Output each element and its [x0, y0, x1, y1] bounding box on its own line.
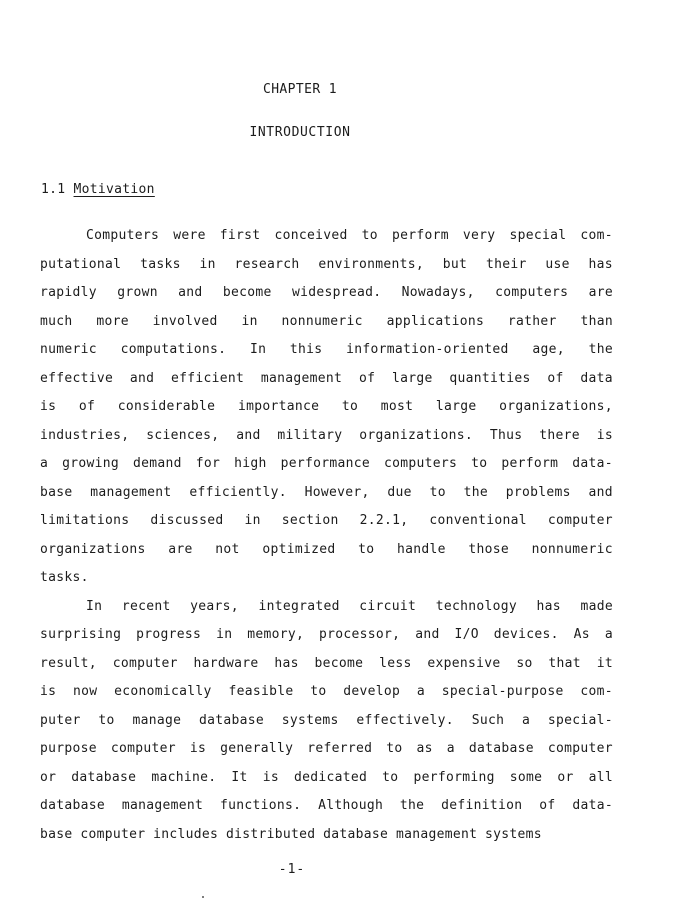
- word: efficient: [171, 370, 245, 386]
- scan-speck: [202, 896, 204, 898]
- word: organizations: [40, 541, 146, 557]
- word: a: [521, 712, 531, 728]
- word: for: [195, 456, 221, 471]
- word: database: [323, 826, 389, 842]
- word: first: [219, 228, 261, 243]
- word: limitations: [40, 513, 130, 528]
- word: definition: [441, 798, 523, 813]
- word: database: [40, 798, 106, 813]
- word: data: [580, 370, 613, 386]
- word: management: [395, 826, 478, 842]
- word: of: [358, 370, 376, 386]
- word: a: [446, 741, 455, 756]
- word: rapidly: [40, 285, 97, 300]
- word: or: [40, 769, 57, 785]
- word: computer: [110, 741, 176, 756]
- word: less: [379, 655, 412, 671]
- word: all: [588, 769, 613, 785]
- text-line: [40, 308, 613, 337]
- paragraph: [40, 222, 613, 593]
- word: computer: [112, 655, 178, 671]
- word: base: [40, 826, 73, 842]
- word: of: [78, 399, 96, 414]
- word: devices.: [493, 627, 559, 642]
- word: organizations.: [359, 427, 474, 443]
- word: made: [580, 598, 613, 614]
- word: machine.: [151, 769, 217, 785]
- word: to: [358, 541, 375, 557]
- word: of: [547, 370, 564, 386]
- word: and: [236, 427, 261, 443]
- word: performing: [413, 769, 495, 785]
- chapter-heading: CHAPTER 1: [262, 82, 338, 97]
- word: large: [435, 399, 477, 414]
- word: involved: [152, 313, 218, 329]
- text-line: [40, 593, 613, 622]
- word: database: [71, 769, 137, 785]
- word: a: [40, 456, 49, 471]
- text-line: [40, 735, 613, 764]
- text-line: [40, 251, 613, 280]
- word: quantities: [449, 370, 531, 386]
- word: to: [98, 712, 115, 728]
- word: tasks: [140, 256, 181, 272]
- word: this: [289, 342, 323, 357]
- word: recent: [121, 598, 171, 614]
- word: applications: [386, 313, 485, 329]
- word: computers: [495, 285, 569, 300]
- text-line: [40, 279, 613, 308]
- word: nonnumeric: [531, 541, 613, 557]
- word: considerable: [117, 399, 216, 414]
- word: in: [216, 627, 233, 642]
- word: purpose: [40, 741, 97, 756]
- word: Such: [471, 712, 505, 728]
- word: manage: [132, 712, 182, 728]
- word: the: [588, 342, 613, 357]
- word: However,: [304, 484, 370, 500]
- word: management: [90, 484, 172, 500]
- word: so: [516, 655, 533, 671]
- word: to: [361, 228, 378, 243]
- word: As: [573, 627, 590, 642]
- text-line: [40, 536, 613, 565]
- word: in: [244, 513, 261, 528]
- word: dedicated: [293, 769, 368, 785]
- word: integrated: [258, 598, 340, 614]
- word: are: [588, 285, 613, 300]
- word: a: [416, 684, 425, 699]
- word: military: [277, 427, 343, 443]
- word: due: [387, 484, 412, 500]
- text-line: [40, 792, 613, 821]
- text-line: [40, 365, 613, 394]
- word: the: [463, 484, 488, 500]
- word: their: [485, 256, 527, 272]
- word: discussed: [150, 513, 224, 528]
- word: com-: [580, 228, 613, 243]
- word: information-oriented: [346, 342, 509, 357]
- word: use: [545, 256, 570, 272]
- word: as: [416, 741, 433, 756]
- word: very: [462, 228, 496, 243]
- word: demand: [133, 456, 182, 471]
- word: effective: [40, 370, 114, 386]
- word: numeric: [40, 342, 97, 357]
- word: research: [234, 256, 300, 272]
- word: functions.: [219, 798, 302, 813]
- word: nonnumeric: [281, 313, 363, 329]
- word: In: [86, 598, 103, 614]
- word: that: [548, 655, 581, 671]
- word: computer: [80, 826, 146, 842]
- word: base: [40, 484, 73, 500]
- word: special-purpose: [441, 684, 564, 699]
- word: in: [199, 256, 216, 272]
- word: database: [198, 712, 264, 728]
- word: economically: [114, 684, 212, 699]
- word: technology: [435, 598, 517, 614]
- text-line: [40, 222, 613, 251]
- word: special-: [547, 712, 613, 728]
- word: processor,: [319, 627, 401, 642]
- word: memory,: [247, 627, 305, 642]
- word: feasible: [228, 684, 294, 699]
- word: I/O: [454, 627, 479, 642]
- word: become: [314, 655, 364, 671]
- word: is: [189, 741, 207, 756]
- word: rather: [507, 313, 557, 329]
- text-line: [40, 393, 613, 422]
- word: generally: [220, 741, 294, 756]
- text-line: [40, 621, 613, 650]
- word: Thus: [489, 427, 523, 443]
- text-line: [40, 821, 613, 850]
- word: or: [557, 769, 574, 785]
- word: Nowadays,: [401, 285, 475, 300]
- text-line: [40, 422, 613, 451]
- word: hardware: [193, 655, 259, 671]
- word: data-: [572, 456, 613, 471]
- word: but: [442, 256, 468, 272]
- word: and: [129, 370, 155, 386]
- word: includes: [153, 826, 219, 842]
- word: importance: [237, 399, 320, 414]
- word: management: [260, 370, 343, 386]
- word: computer: [547, 741, 613, 756]
- text-line: [40, 650, 613, 679]
- word: to: [429, 484, 446, 500]
- word: now: [73, 684, 98, 699]
- word: perform: [391, 228, 449, 243]
- chapter-title: INTRODUCTION: [249, 125, 351, 140]
- word: putational: [40, 256, 122, 272]
- word: has: [536, 598, 561, 614]
- word: tasks.: [40, 570, 89, 585]
- text-line: [40, 336, 613, 365]
- section-title: Motivation: [73, 182, 155, 197]
- word: computers: [384, 456, 458, 471]
- word: some: [509, 769, 543, 785]
- word: those: [468, 541, 509, 557]
- word: computer: [547, 513, 613, 528]
- word: efficiently.: [189, 484, 287, 500]
- word: is: [596, 427, 613, 443]
- text-line: [40, 564, 613, 593]
- word: Computers: [86, 228, 160, 243]
- word: expensive: [427, 655, 501, 671]
- page-number: -1-: [278, 862, 306, 877]
- word: management: [121, 798, 204, 813]
- word: systems: [485, 826, 542, 842]
- word: high: [234, 456, 267, 471]
- text-line: [40, 507, 613, 536]
- word: growing: [62, 456, 120, 471]
- word: is: [40, 684, 57, 699]
- word: are: [168, 541, 193, 557]
- word: the: [399, 798, 425, 813]
- word: were: [173, 228, 206, 243]
- text-line: [40, 678, 613, 707]
- word: referred: [307, 741, 373, 756]
- word: years,: [190, 598, 239, 614]
- word: not: [215, 541, 240, 557]
- word: widespread.: [291, 285, 382, 300]
- word: age,: [532, 342, 565, 357]
- word: effectively.: [356, 712, 454, 728]
- section-number: 1.1: [41, 182, 66, 197]
- word: environments,: [318, 256, 424, 272]
- text-line: [40, 764, 613, 793]
- word: more: [96, 313, 129, 329]
- word: of: [539, 798, 556, 813]
- section-heading: [41, 182, 155, 197]
- text-line: [40, 450, 613, 479]
- word: has: [588, 256, 613, 272]
- word: special: [509, 228, 567, 243]
- word: data-: [572, 798, 613, 813]
- word: systems: [281, 712, 339, 728]
- word: conventional: [429, 513, 527, 528]
- word: there: [539, 427, 580, 443]
- word: grown: [117, 285, 158, 300]
- text-line: [40, 707, 613, 736]
- word: surprising: [40, 627, 122, 642]
- word: perform: [501, 456, 559, 471]
- word: to: [341, 399, 359, 414]
- word: to: [382, 769, 399, 785]
- word: progress: [136, 627, 202, 642]
- word: sciences,: [146, 427, 220, 443]
- body-text: [40, 222, 613, 849]
- word: develop: [343, 684, 401, 699]
- word: industries,: [40, 427, 130, 443]
- word: than: [580, 313, 613, 329]
- word: section: [281, 513, 339, 528]
- word: It: [231, 769, 248, 785]
- word: performance: [280, 456, 371, 471]
- word: handle: [396, 541, 446, 557]
- word: large: [391, 370, 433, 386]
- word: much: [40, 313, 73, 329]
- word: most: [380, 399, 414, 414]
- word: is: [262, 769, 279, 785]
- word: optimized: [262, 541, 336, 557]
- word: organizations,: [499, 399, 613, 414]
- paragraph: [40, 593, 613, 850]
- word: computations.: [120, 342, 227, 357]
- word: to: [386, 741, 403, 756]
- text-line: [40, 479, 613, 508]
- word: Although: [318, 798, 384, 813]
- word: a: [604, 627, 613, 642]
- word: and: [588, 484, 613, 500]
- word: distributed: [225, 826, 316, 842]
- word: become: [222, 285, 272, 300]
- word: is: [40, 399, 57, 414]
- word: result,: [40, 655, 97, 671]
- word: and: [178, 285, 203, 300]
- word: it: [596, 655, 613, 671]
- word: com-: [580, 684, 613, 699]
- word: and: [415, 627, 440, 642]
- word: problems: [505, 484, 571, 500]
- word: puter: [40, 712, 81, 728]
- word: has: [274, 655, 299, 671]
- word: In: [249, 342, 267, 357]
- word: 2.2.1,: [359, 513, 409, 528]
- word: in: [241, 313, 258, 329]
- word: conceived: [274, 228, 348, 243]
- word: circuit: [359, 598, 417, 614]
- word: database: [468, 741, 534, 756]
- word: to: [310, 684, 327, 699]
- word: to: [471, 456, 488, 471]
